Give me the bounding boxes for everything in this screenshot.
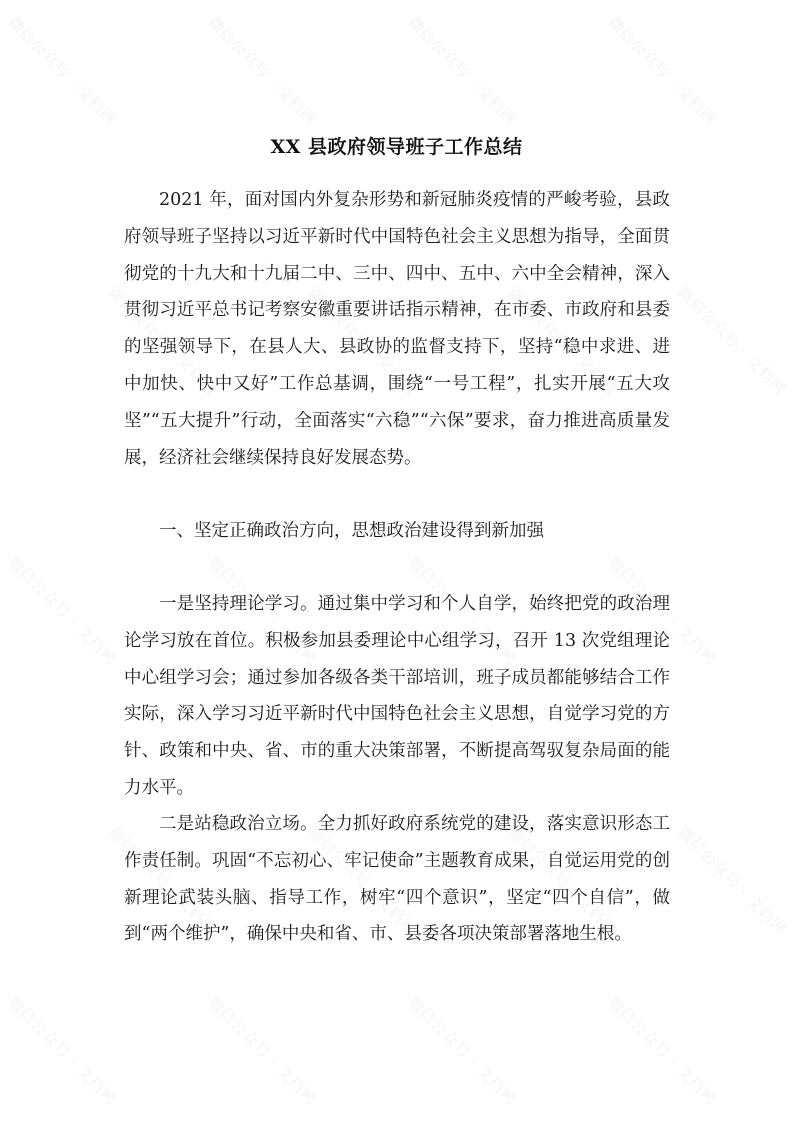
watermark: 微信公众号 · 文档网 [204,553,321,669]
watermark: 微信公众号 · 文档网 [204,993,321,1109]
watermark: 微信公众号 · 文档网 [104,823,221,939]
watermark: 微信公众号 · 文档网 [504,823,621,939]
watermark: 微信公众号 · 文档网 [4,13,121,129]
paragraph-intro: 2021 年，面对国内外复杂形势和新冠肺炎疫情的严峻考验，县政府领导班子坚持以习近平新时代中国特色社会主义思想为指导，全面贯彻党的十九大和十九届二中、三中、四中、五中、六中全会精神，深入贯彻习近平总书记考察安徽重要讲话指示精神，在市委、市政府和县委的坚强领导下，在县人大、县政协的监督支持下，坚持“稳中求进、进中加快、快中又好”工作总基调，围绕“一号工程”，扎实开展“五大攻坚”“五大提升”行动，全面落实“六稳”“六保”要求，奋力推进高质量发展，经济社会继续保持良好发展态势。 [124,190,670,468]
watermark: 微信公众号 · 文档网 [104,283,221,399]
paragraph-political-stance: 二是站稳政治立场。全力抓好政府系统党的建设，落实意识形态工作责任制。巩固“不忘初心、牢记使命”主题教育成果，自觉运用党的创新理论武装头脑、指导工作，树牢“四个意识”，坚定“四个自信”，做到“两个维护”，确保中央和省、市、县委各项决策部署落地生根。 [124,814,670,945]
watermark: 微信公众号 · 文档网 [404,13,521,129]
watermark: 微信公众号 · 文档网 [304,283,421,399]
document-title: XX 县政府领导班子工作总结 [270,136,523,158]
paragraph-theory-study: 一是坚持理论学习。通过集中学习和个人自学，始终把党的政治理论学习放在首位。积极参加县委理论中心组学习，召开 13 次党组理论中心组学习会；通过参加各级各类干部培训，班子成员都能够结合工作实际，深入学习习近平新时代中国特色社会主义思想，自觉学习党的方针、政策和中央、省、市的重大决策部署，不断提高驾驭复杂局面的能力水平。 [124,594,670,798]
watermark: 微信公众号 · 文档网 [404,553,521,669]
watermark: 微信公众号 · 文档网 [204,13,321,129]
watermark: 微信公众号 · 文档网 [404,993,521,1109]
watermark: 微信公众号 · 文档网 [604,553,721,669]
watermark: 微信公众号 · 文档网 [604,13,721,129]
watermark: 微信公众号 · 文档网 [4,993,121,1109]
watermark: 微信公众号 · 文档网 [504,283,621,399]
watermark: 微信公众号 · 文档网 [4,553,121,669]
watermark: 微信公众号 · 文档网 [304,823,421,939]
watermark: 微信公众号 · 文档网 [674,823,791,939]
watermark: 微信公众号 · 文档网 [604,993,721,1109]
section-heading: 一、坚定正确政治方向，思想政治建设得到新加强 [159,521,544,541]
watermark: 微信公众号 · 文档网 [674,283,791,399]
